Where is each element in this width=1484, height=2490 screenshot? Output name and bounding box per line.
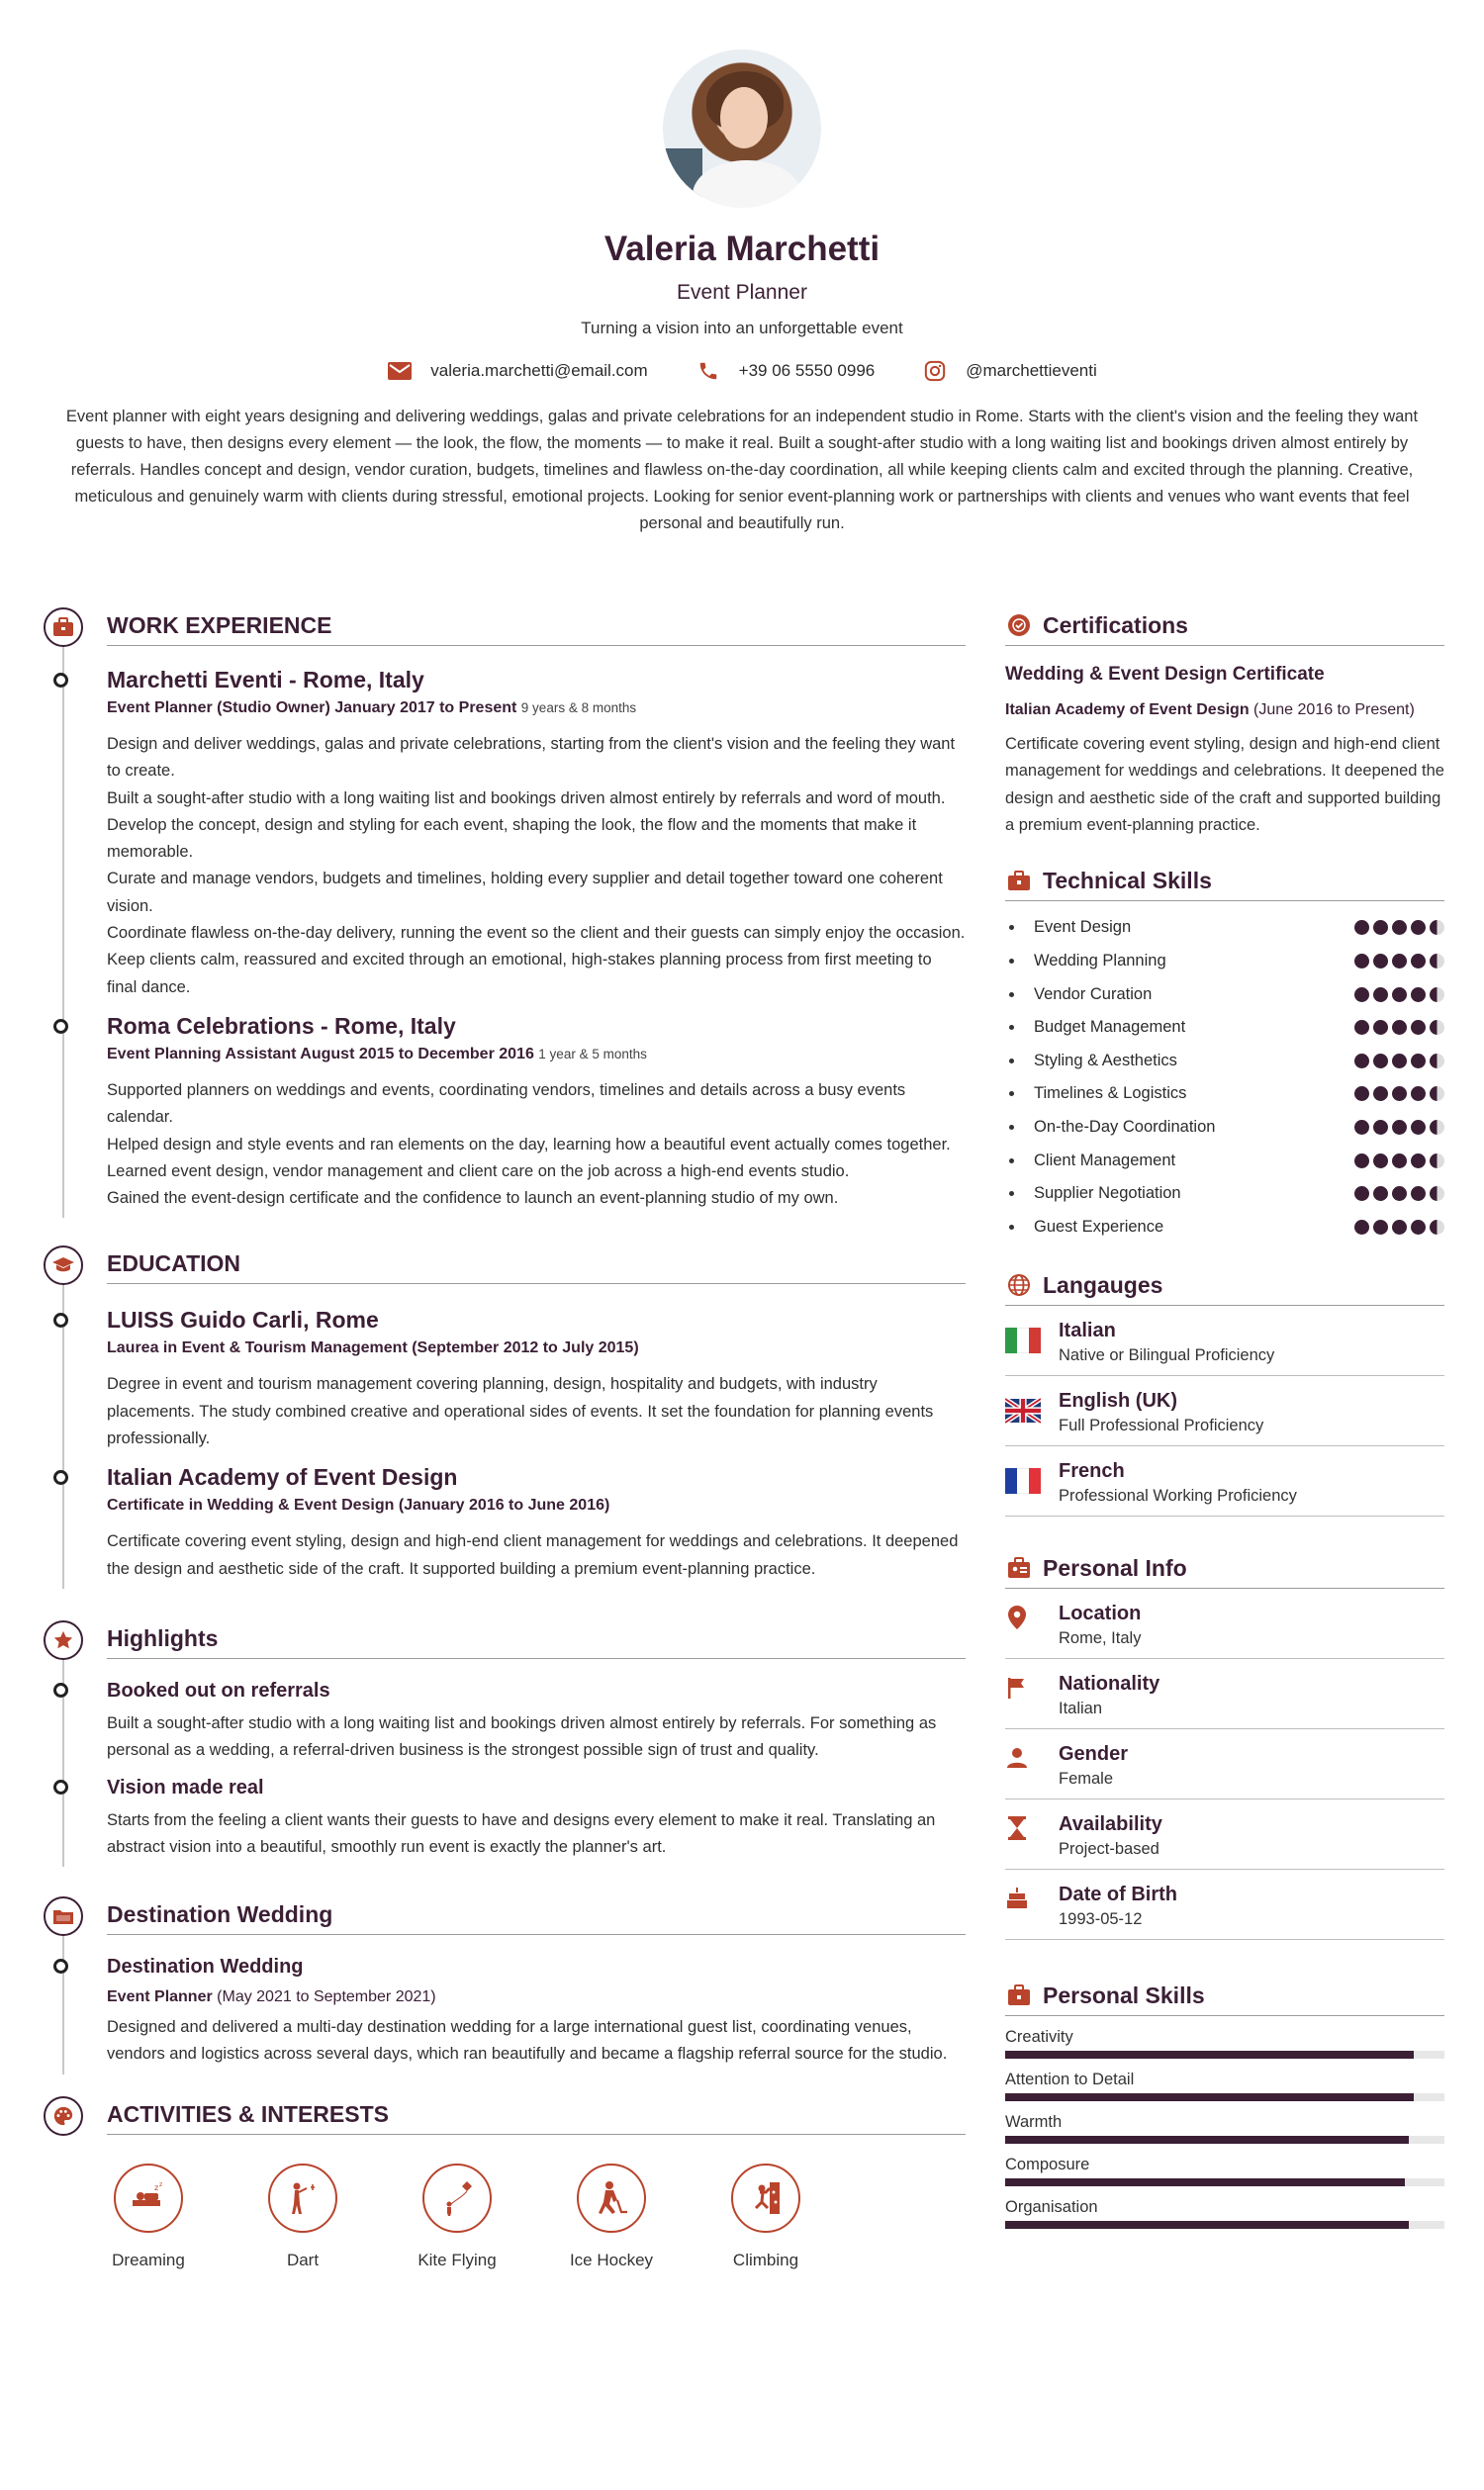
- handshake-icon: [1005, 1982, 1033, 2009]
- education-dates: (September 2012 to July 2015): [412, 1339, 639, 1357]
- skill-rating: [1354, 1220, 1444, 1235]
- timeline-dot: [53, 1019, 68, 1034]
- work-company: Roma Celebrations - Rome, Italy: [107, 1012, 456, 1039]
- skill-bar: [1005, 2221, 1444, 2229]
- rating-dot: [1373, 954, 1388, 968]
- bullet-icon: [1009, 925, 1014, 930]
- technical-skill-name: On-the-Day Coordination: [1034, 1118, 1216, 1137]
- rating-dot: [1354, 1120, 1369, 1135]
- bullet-icon: [1009, 1158, 1014, 1163]
- personal-skill-item: [1005, 2071, 1444, 2101]
- bullet-icon: [1009, 1091, 1014, 1096]
- technical-skill-item: [1005, 977, 1444, 1011]
- technical-skill-item: [1005, 1111, 1444, 1145]
- personal-info-label: Location: [1059, 1603, 1142, 1625]
- project-section: [44, 1894, 966, 2075]
- technical-skill-name: Guest Experience: [1034, 1217, 1164, 1236]
- bullet-icon: [1009, 992, 1014, 997]
- technical-skill-name: Timelines & Logistics: [1034, 1084, 1187, 1103]
- phone-icon: [696, 360, 721, 382]
- personal-skill-item: [1005, 2156, 1444, 2186]
- rating-dot: [1354, 1054, 1369, 1068]
- timeline-dot: [53, 673, 68, 688]
- skill-rating: [1354, 1120, 1444, 1135]
- activity-label: Kite Flying: [417, 2250, 497, 2269]
- language-level: Native or Bilingual Proficiency: [1059, 1346, 1275, 1365]
- certifications-title: Certifications: [1043, 611, 1188, 638]
- language-level: Professional Working Proficiency: [1059, 1487, 1297, 1506]
- skill-rating: [1354, 1054, 1444, 1068]
- skill-rating: [1354, 920, 1444, 935]
- language-item: [1005, 1306, 1444, 1376]
- svg-text:z: z: [154, 2182, 159, 2192]
- language-item: [1005, 1446, 1444, 1517]
- skill-bar: [1005, 2093, 1444, 2101]
- project-entry: [107, 1956, 966, 2069]
- rating-dot: [1430, 954, 1444, 968]
- personal-info-label: Availability: [1059, 1813, 1162, 1836]
- skill-rating: [1354, 1086, 1444, 1101]
- technical-skill-name: Client Management: [1034, 1151, 1176, 1169]
- personal-skills-section: [1005, 1982, 1444, 2229]
- right-column: [1005, 605, 1444, 2229]
- personal-info-value: Female: [1059, 1770, 1114, 1789]
- personal-info-item: [1005, 1589, 1444, 1659]
- globe-icon: [1005, 1271, 1033, 1299]
- rating-dot: [1354, 1220, 1369, 1235]
- rating-dot: [1373, 1020, 1388, 1035]
- rating-dot: [1392, 987, 1407, 1002]
- work-company: Marchetti Eventi - Rome, Italy: [107, 667, 424, 692]
- education-school: Italian Academy of Event Design: [107, 1464, 458, 1491]
- id-card-icon: [1005, 1554, 1033, 1582]
- personal-info-item: [1005, 1729, 1444, 1799]
- rating-dot: [1411, 987, 1426, 1002]
- work-bullet: Coordinate flawless on-the-day delivery, running the event so the client and their guests can simply enjoy the occasion.: [107, 924, 966, 943]
- work-bullet: Gained the event-design certificate and the confidence to launch an event-planning studio of my own.: [107, 1189, 839, 1208]
- personal-skill-name: Creativity: [1005, 2028, 1073, 2047]
- rating-dot: [1373, 1054, 1388, 1068]
- work-entry: [107, 1013, 966, 1212]
- contact-phone[interactable]: [696, 360, 876, 382]
- language-level: Full Professional Proficiency: [1059, 1417, 1264, 1435]
- work-bullet: Helped design and style events and ran elements on the day, learning how a beautiful event actually comes together.: [107, 1135, 951, 1153]
- personal-info-label: Nationality: [1059, 1673, 1160, 1696]
- flag-icon: [1005, 1675, 1029, 1701]
- rating-dot: [1373, 1153, 1388, 1168]
- rating-dot: [1392, 1120, 1407, 1135]
- certificate-badge-icon: [1005, 611, 1033, 639]
- contact-instagram-text: @marchettieventi: [966, 361, 1097, 380]
- technical-skill-item: [1005, 1077, 1444, 1111]
- technical-skill-name: Vendor Curation: [1034, 984, 1153, 1003]
- activities-list: [44, 2164, 966, 2270]
- contact-email-text: valeria.marchetti@email.com: [430, 361, 648, 380]
- personal-info-item: [1005, 1659, 1444, 1729]
- rating-dot: [1430, 1054, 1444, 1068]
- languages-section: [1005, 1271, 1444, 1517]
- contact-row: [0, 360, 1484, 382]
- skill-bar: [1005, 2136, 1444, 2144]
- education-title: EDUCATION: [107, 1250, 966, 1284]
- work-position: Event Planning Assistant August 2015 to December 2016: [107, 1045, 534, 1062]
- skill-bar-fill: [1005, 2221, 1409, 2229]
- languages-title: Langauges: [1043, 1271, 1163, 1298]
- technical-skills-list: [1005, 911, 1444, 1244]
- education-entry: [107, 1464, 966, 1583]
- rating-dot: [1392, 1186, 1407, 1201]
- project-title: Destination Wedding: [107, 1956, 304, 1979]
- toolbox-icon: [1005, 867, 1033, 894]
- personal-skill-name: Warmth: [1005, 2113, 1063, 2132]
- technical-skill-item: [1005, 1045, 1444, 1078]
- rating-dot: [1392, 1153, 1407, 1168]
- highlights-title: Highlights: [107, 1625, 966, 1659]
- activity-label: Climbing: [732, 2250, 799, 2269]
- activity-label: Dreaming: [112, 2250, 185, 2269]
- activity-item: [71, 2164, 226, 2270]
- activity-item: [226, 2164, 380, 2270]
- bullet-icon: [1009, 1059, 1014, 1063]
- project-section-title: Destination Wedding: [107, 1901, 966, 1935]
- work-bullets: [107, 731, 966, 1001]
- rating-dot: [1430, 1120, 1444, 1135]
- skill-rating: [1354, 1186, 1444, 1201]
- contact-email[interactable]: [387, 360, 647, 382]
- candidate-tagline: Turning a vision into an unforgettable event: [581, 319, 903, 337]
- personal-info-label: Gender: [1059, 1743, 1129, 1766]
- profile-photo: [663, 49, 821, 208]
- left-column: [44, 605, 966, 2270]
- rating-dot: [1354, 1020, 1369, 1035]
- technical-skill-name: Supplier Negotiation: [1034, 1184, 1181, 1203]
- work-bullet: Learned event design, vendor management and client care on the job across a high-end events studio.: [107, 1161, 850, 1180]
- climbing-icon: [731, 2164, 800, 2233]
- skill-rating: [1354, 987, 1444, 1002]
- technical-skill-name: Event Design: [1034, 918, 1132, 937]
- star-icon: [44, 1620, 83, 1660]
- work-experience-section: [44, 605, 966, 1218]
- resume-header: [0, 0, 1484, 537]
- personal-info-value: Project-based: [1059, 1840, 1159, 1859]
- rating-dot: [1411, 1086, 1426, 1101]
- rating-dot: [1430, 920, 1444, 935]
- technical-skills-section: [1005, 867, 1444, 1244]
- work-bullet: Design and deliver weddings, galas and private celebrations, starting from the client's vision and the feeling they want to create.: [107, 735, 956, 781]
- rating-dot: [1430, 1220, 1444, 1235]
- personal-info-item: [1005, 1799, 1444, 1870]
- rating-dot: [1373, 920, 1388, 935]
- personal-skill-name: Composure: [1005, 2156, 1090, 2174]
- ice-hockey-icon: [577, 2164, 646, 2233]
- uk-flag: [1005, 1398, 1041, 1424]
- work-bullet: Built a sought-after studio with a long waiting list and bookings driven almost entirely by referrals and word of mouth.: [107, 788, 946, 807]
- rating-dot: [1354, 1153, 1369, 1168]
- work-entry: [107, 667, 966, 1001]
- rating-dot: [1392, 1086, 1407, 1101]
- instagram-icon: [922, 360, 948, 382]
- language-name: French: [1059, 1460, 1125, 1483]
- certification-name: Wedding & Event Design Certificate: [1005, 664, 1325, 685]
- personal-skills-title: Personal Skills: [1043, 1982, 1205, 2008]
- work-experience-title: WORK EXPERIENCE: [107, 612, 966, 646]
- technical-skill-name: Wedding Planning: [1034, 952, 1166, 970]
- education-dates: (January 2016 to June 2016): [398, 1497, 610, 1515]
- personal-skills-list: [1005, 2028, 1444, 2229]
- rating-dot: [1392, 1054, 1407, 1068]
- personal-skill-item: [1005, 2198, 1444, 2229]
- contact-phone-text: +39 06 5550 0996: [738, 361, 876, 380]
- technical-skill-item: [1005, 1011, 1444, 1045]
- education-body: Degree in event and tourism management covering planning, design, hospitality and budgets, with industry placements. The study combined creative and operational sides of events. It set the foundation for planning events professionally.: [107, 1375, 934, 1448]
- project-dates: (May 2021 to September 2021): [217, 1988, 436, 2006]
- certifications-section: [1005, 605, 1444, 839]
- certification-issuer: Italian Academy of Event Design: [1005, 701, 1250, 718]
- skill-bar: [1005, 2178, 1444, 2186]
- language-item: [1005, 1376, 1444, 1446]
- folder-icon: [44, 1896, 83, 1936]
- personal-skill-name: Organisation: [1005, 2198, 1098, 2217]
- bullet-icon: [1009, 1191, 1014, 1196]
- italy-flag: [1005, 1328, 1041, 1353]
- activity-item: [380, 2164, 534, 2270]
- education-section: [44, 1244, 966, 1588]
- kite-icon: [422, 2164, 492, 2233]
- timeline-dot: [53, 1470, 68, 1485]
- hourglass-icon: [1005, 1815, 1029, 1841]
- graduation-cap-icon: [44, 1245, 83, 1285]
- technical-skill-item: [1005, 1144, 1444, 1177]
- language-name: Italian: [1059, 1320, 1116, 1342]
- work-bullet: Supported planners on weddings and events, coordinating vendors, timelines and details across a busy events calendar.: [107, 1080, 906, 1127]
- personal-info-title: Personal Info: [1043, 1554, 1187, 1581]
- bullet-icon: [1009, 1025, 1014, 1030]
- activity-item: [534, 2164, 689, 2270]
- timeline-dot: [53, 1313, 68, 1328]
- education-degree: Laurea in Event & Tourism Management: [107, 1339, 408, 1357]
- cake-icon: [1005, 1886, 1029, 1911]
- certification-dates: (June 2016 to Present): [1253, 701, 1415, 718]
- location-pin-icon: [1005, 1605, 1029, 1630]
- rating-dot: [1392, 920, 1407, 935]
- rating-dot: [1430, 1020, 1444, 1035]
- activities-title: ACTIVITIES & INTERESTS: [107, 2101, 966, 2135]
- work-bullets: [107, 1077, 966, 1212]
- personal-skill-item: [1005, 2028, 1444, 2059]
- dart-icon: [268, 2164, 337, 2233]
- personal-skill-name: Attention to Detail: [1005, 2071, 1135, 2089]
- rating-dot: [1430, 1086, 1444, 1101]
- rating-dot: [1430, 987, 1444, 1002]
- candidate-name: Valeria Marchetti: [603, 230, 881, 268]
- work-bullet: Keep clients calm, reassured and excited through an emotional, high-stakes planning process from first meeting to final dance.: [107, 951, 932, 996]
- candidate-role: Event Planner: [677, 281, 807, 304]
- personal-info-item: [1005, 1870, 1444, 1940]
- activities-section: [44, 2094, 966, 2270]
- rating-dot: [1411, 1054, 1426, 1068]
- rating-dot: [1354, 1186, 1369, 1201]
- rating-dot: [1411, 954, 1426, 968]
- personal-skill-item: [1005, 2113, 1444, 2144]
- france-flag: [1005, 1468, 1041, 1494]
- skill-bar-fill: [1005, 2136, 1409, 2144]
- rating-dot: [1411, 1220, 1426, 1235]
- technical-skill-item: [1005, 945, 1444, 978]
- language-name: English (UK): [1059, 1390, 1177, 1413]
- contact-instagram[interactable]: [922, 360, 1097, 382]
- technical-skill-name: Budget Management: [1034, 1018, 1186, 1037]
- personal-info-section: [1005, 1554, 1444, 1940]
- skill-bar-fill: [1005, 2093, 1414, 2101]
- rating-dot: [1373, 1086, 1388, 1101]
- palette-icon: [44, 2096, 83, 2136]
- rating-dot: [1354, 1086, 1369, 1101]
- timeline-dot: [53, 1780, 68, 1795]
- highlights-section: [44, 1618, 966, 1867]
- dreaming-icon: [114, 2164, 183, 2233]
- education-body: Certificate covering event styling, design and high-end client management for weddings and celebrations. It deepened the design and aesthetic side of the craft. It supported building a premium event-planning practice.: [107, 1532, 959, 1578]
- work-duration: 1 year & 5 months: [538, 1046, 647, 1061]
- education-degree: Certificate in Wedding & Event Design: [107, 1497, 395, 1515]
- highlight-title: Vision made real: [107, 1776, 264, 1798]
- work-position: Event Planner (Studio Owner) January 2017 to Present: [107, 699, 517, 716]
- skill-rating: [1354, 1020, 1444, 1035]
- personal-info-value: Rome, Italy: [1059, 1629, 1142, 1648]
- project-body: Designed and delivered a multi-day destination wedding for a large international guest list, coordinating venues, vendors and logistics across several days, which ran beautifully and became a flagship referral source for the studio.: [107, 2018, 948, 2064]
- bullet-icon: [1009, 959, 1014, 964]
- timeline-dot: [53, 1959, 68, 1974]
- technical-skill-item: [1005, 1177, 1444, 1211]
- rating-dot: [1373, 1120, 1388, 1135]
- highlight-body: Built a sought-after studio with a long waiting list and bookings driven almost entirely by referrals. For something as personal as a wedding, a referral-driven business is the strongest possible sign of trust and quality.: [107, 1713, 937, 1760]
- rating-dot: [1392, 1220, 1407, 1235]
- personal-info-value: Italian: [1059, 1700, 1103, 1718]
- rating-dot: [1354, 987, 1369, 1002]
- profile-summary: Event planner with eight years designing and delivering weddings, galas and private celebrations for an independent studio in Rome. Starts with the client's vision and the feeling they want guests to have, then designs every element — the look, the flow, the moments — to make it real. Built a sought-after studio with a long waiting list and bookings driven almost entirely by referrals. Handles concept and design, vendor curation, budgets, timelines and flawless on-the-day coordination, all while keeping clients calm and excited through the planning. Creative, meticulous and genuinely warm with clients during stressful, emotional projects. Looking for senior event-planning work or partnerships with clients and venues who want events that feel personal and beautifully run.: [65, 408, 1419, 532]
- personal-info-label: Date of Birth: [1059, 1884, 1177, 1906]
- rating-dot: [1354, 920, 1369, 935]
- rating-dot: [1373, 1220, 1388, 1235]
- highlight-entry: [107, 1680, 966, 1765]
- bullet-icon: [1009, 1125, 1014, 1130]
- work-duration: 9 years & 8 months: [520, 700, 637, 715]
- rating-dot: [1430, 1186, 1444, 1201]
- activity-item: [689, 2164, 843, 2270]
- person-icon: [1005, 1745, 1029, 1771]
- rating-dot: [1392, 1020, 1407, 1035]
- highlight-body: Starts from the feeling a client wants their guests to have and designs every element to make it real. Translating an abstract vision into a beautiful, smoothly run event is exactly the planner's art.: [107, 1810, 936, 1856]
- skill-bar-fill: [1005, 2051, 1414, 2059]
- work-bullet: Develop the concept, design and styling for each event, shaping the look, the flow and the moments that make it memorable.: [107, 815, 917, 862]
- activity-label: Ice Hockey: [569, 2250, 654, 2269]
- highlight-title: Booked out on referrals: [107, 1679, 330, 1702]
- skill-rating: [1354, 954, 1444, 968]
- technical-skill-name: Styling & Aesthetics: [1034, 1051, 1177, 1069]
- skill-rating: [1354, 1153, 1444, 1168]
- rating-dot: [1411, 1153, 1426, 1168]
- work-bullet: Curate and manage vendors, budgets and timelines, holding every supplier and detail together toward one coherent vision.: [107, 870, 943, 915]
- activity-label: Dart: [286, 2250, 320, 2269]
- svg-text:z: z: [159, 2180, 163, 2188]
- education-school: LUISS Guido Carli, Rome: [107, 1307, 379, 1334]
- education-entry: [107, 1307, 966, 1452]
- rating-dot: [1411, 1120, 1426, 1135]
- certification-body: Certificate covering event styling, design and high-end client management for weddings and celebrations. It deepened the design and aesthetic side of the craft and supported building a premium event-planning practice.: [1005, 735, 1444, 834]
- rating-dot: [1430, 1153, 1444, 1168]
- rating-dot: [1354, 954, 1369, 968]
- email-icon: [387, 360, 413, 382]
- skill-bar-fill: [1005, 2178, 1405, 2186]
- technical-skills-title: Technical Skills: [1043, 867, 1212, 893]
- rating-dot: [1411, 1020, 1426, 1035]
- project-role: Event Planner: [107, 1988, 213, 2006]
- rating-dot: [1411, 920, 1426, 935]
- rating-dot: [1392, 954, 1407, 968]
- rating-dot: [1373, 1186, 1388, 1201]
- rating-dot: [1373, 987, 1388, 1002]
- technical-skill-item: [1005, 1211, 1444, 1245]
- highlight-entry: [107, 1777, 966, 1862]
- bullet-icon: [1009, 1225, 1014, 1230]
- briefcase-icon: [44, 607, 83, 647]
- timeline-dot: [53, 1683, 68, 1698]
- technical-skill-item: [1005, 911, 1444, 945]
- skill-bar: [1005, 2051, 1444, 2059]
- rating-dot: [1411, 1186, 1426, 1201]
- personal-info-value: 1993-05-12: [1059, 1910, 1143, 1929]
